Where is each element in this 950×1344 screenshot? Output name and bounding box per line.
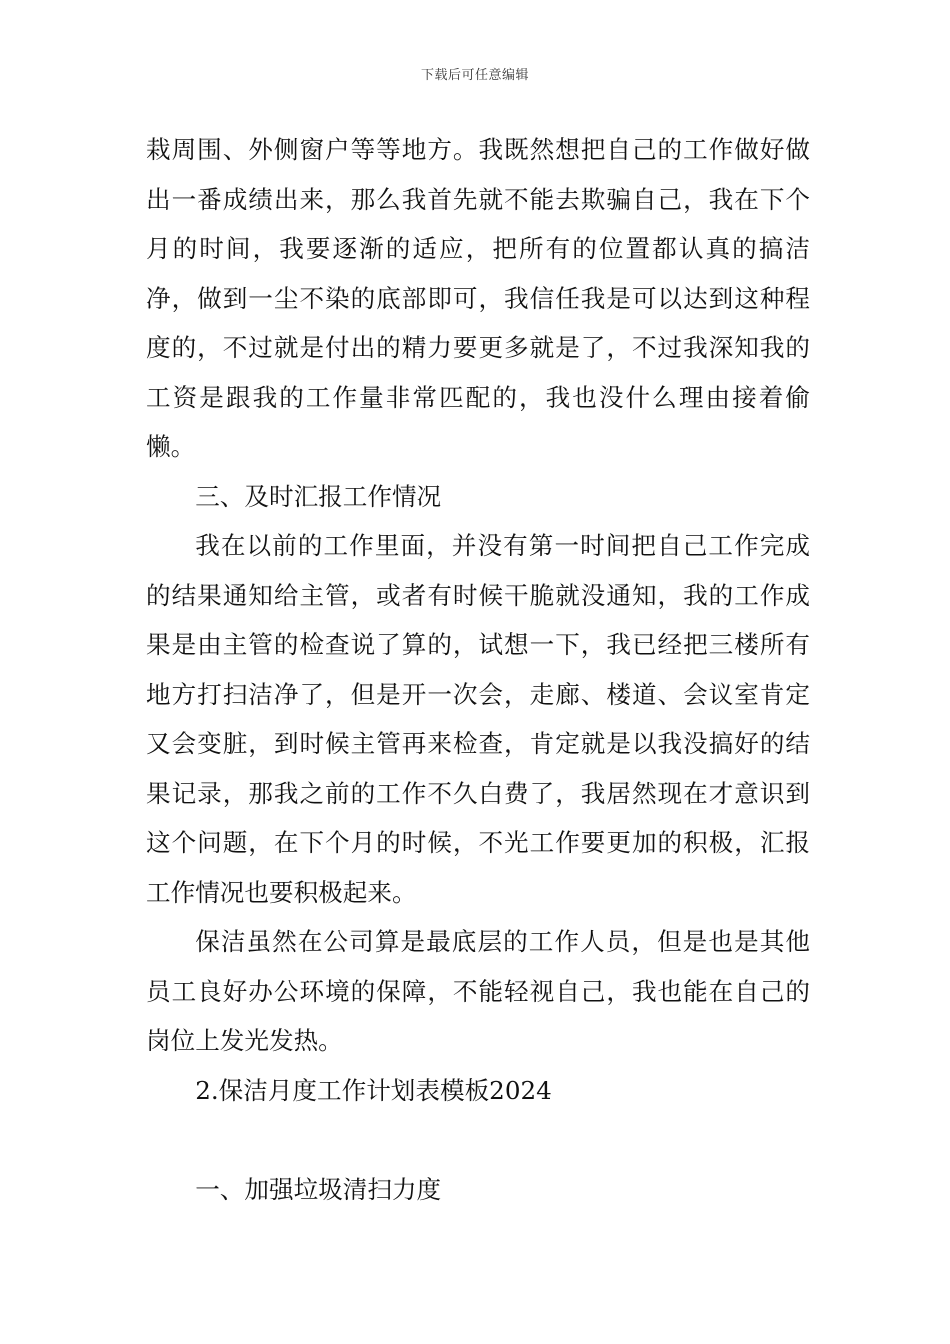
document-body xyxy=(146,125,810,1215)
blank-line xyxy=(146,1115,810,1165)
page-header: 下载后可任意编辑 xyxy=(420,68,529,83)
paragraph-continuation: 栽周围、外侧窗户等等地方。我既然想把自己的工作做好做出一番成绩出来，那么我首先就不能去欺骗自己，我在下个月的时间，我要逐渐的适应，把所有的位置都认真的搞洁净，做到一尘不染的底部即可，我信任我是可以达到这种程度的，不过就是付出的精力要更多就是了，不过我深知我的工资是跟我的工作量非常匹配的，我也没什么理由接着偷懒。 xyxy=(146,135,810,461)
section-heading-three: 三、及时汇报工作情况 xyxy=(195,481,442,511)
section-heading-one: 一、加强垃圾清扫力度 xyxy=(195,1175,442,1204)
paragraph-report-work: 我在以前的工作里面，并没有第一时间把自己工作完成的结果通知给主管，或者有时候干脆就没通知，我的工作成果是由主管的检查说了算的，试想一下，我已经把三楼所有地方打扫洁净了，但是开一次会，走廊、楼道、会议室肯定又会变脏，到时候主管再来检查，肯定就是以我没搞好的结果记录，那我之前的工作不久白费了，我居然现在才意识到这个问题，在下个月的时候，不光工作要更加的积极，汇报工作情况也要积极起来。 xyxy=(146,531,810,907)
paragraph-cleaning-role: 保洁虽然在公司算是最底层的工作人员，但是也是其他员工良好办公环境的保障，不能轻视自己，我也能在自己的岗位上发光发热。 xyxy=(146,927,810,1055)
document-subtitle: 2.保洁月度工作计划表模板2024 xyxy=(195,1075,552,1105)
